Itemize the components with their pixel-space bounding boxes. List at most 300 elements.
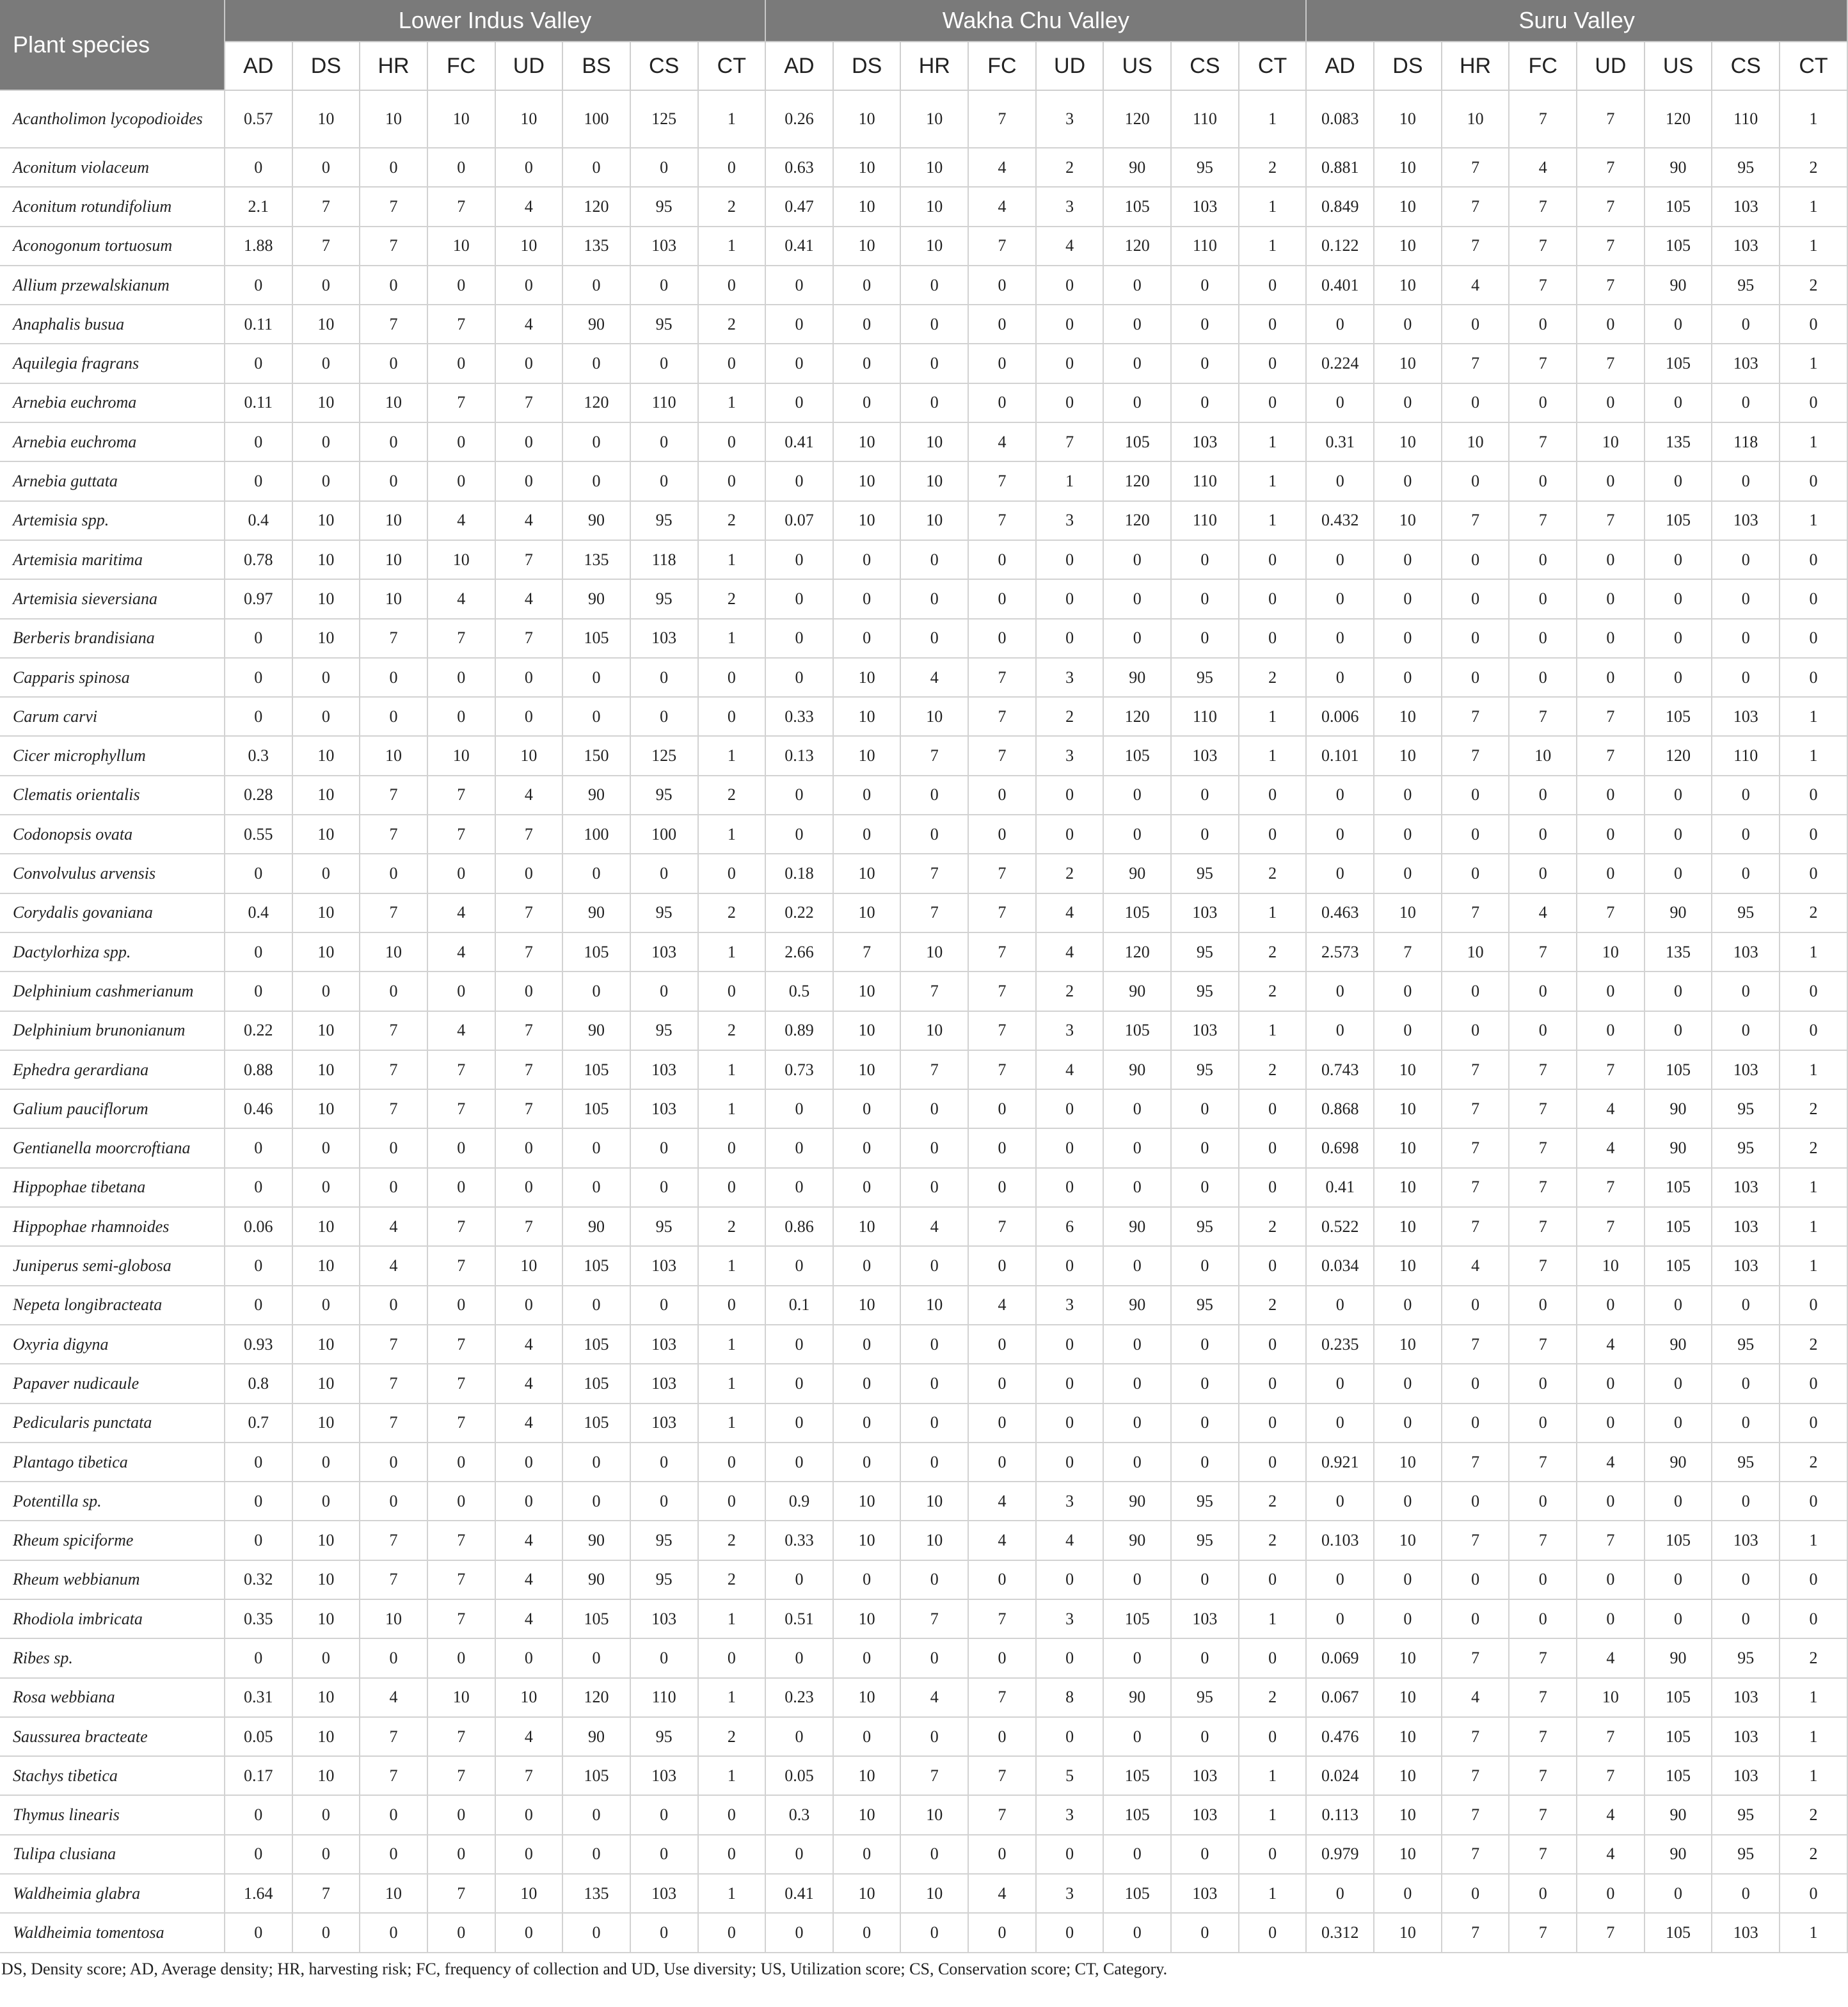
value-cell: 0	[1712, 1403, 1780, 1443]
value-cell: 105	[1645, 1521, 1712, 1560]
value-cell: 0	[427, 1168, 495, 1207]
value-cell: 1	[1780, 1913, 1847, 1952]
value-cell: 10	[292, 893, 360, 932]
value-cell: 0	[1306, 579, 1374, 618]
value-cell: 7	[1442, 697, 1509, 736]
value-cell: 90	[1103, 1482, 1171, 1521]
value-cell: 4	[495, 187, 563, 226]
value-cell: 7	[360, 815, 427, 854]
column-header: AD	[225, 42, 292, 90]
value-cell: 7	[968, 658, 1036, 697]
species-name-cell: Papaver nudicaule	[0, 1364, 225, 1403]
value-cell: 0	[1780, 540, 1847, 579]
group-header-row	[0, 0, 1847, 42]
value-cell: 0	[698, 422, 766, 461]
value-cell: 0	[1442, 1403, 1509, 1443]
value-cell: 0	[765, 1364, 833, 1403]
value-cell: 0	[765, 1560, 833, 1599]
value-cell: 0	[833, 383, 901, 422]
value-cell: 10	[427, 90, 495, 148]
value-cell: 0	[562, 1795, 630, 1834]
value-cell: 7	[1509, 501, 1577, 540]
value-cell: 0	[292, 148, 360, 187]
table-row	[0, 148, 1847, 187]
value-cell: 0.067	[1306, 1678, 1374, 1717]
value-cell: 4	[900, 658, 968, 697]
value-cell: 7	[427, 1717, 495, 1756]
value-cell: 7	[427, 1874, 495, 1913]
value-cell: 0	[1645, 1286, 1712, 1325]
value-cell: 7	[968, 972, 1036, 1011]
value-cell: 0	[1442, 776, 1509, 815]
value-cell: 105	[1645, 1050, 1712, 1089]
value-cell: 0	[1442, 1560, 1509, 1599]
value-cell: 10	[427, 540, 495, 579]
value-cell: 135	[562, 1874, 630, 1913]
value-cell: 0	[1239, 1246, 1307, 1285]
value-cell: 7	[1442, 893, 1509, 932]
value-cell: 0	[630, 1835, 698, 1874]
value-cell: 7	[427, 1756, 495, 1795]
value-cell: 0	[360, 266, 427, 305]
value-cell: 7	[1442, 1168, 1509, 1207]
value-cell: 0.32	[225, 1560, 292, 1599]
species-name-cell: Delphinium cashmerianum	[0, 972, 225, 1011]
value-cell: 0	[1442, 305, 1509, 344]
value-cell: 10	[833, 1207, 901, 1246]
value-cell: 7	[427, 815, 495, 854]
value-cell: 100	[562, 815, 630, 854]
value-cell: 0.8	[225, 1364, 292, 1403]
table-row	[0, 1638, 1847, 1677]
value-cell: 103	[1712, 697, 1780, 736]
value-cell: 0	[1645, 1560, 1712, 1599]
value-cell: 0.18	[765, 854, 833, 893]
value-cell: 0	[1171, 1168, 1239, 1207]
value-cell: 105	[562, 619, 630, 658]
value-cell: 0	[1036, 579, 1104, 618]
value-cell: 0	[630, 1482, 698, 1521]
value-cell: 110	[1712, 90, 1780, 148]
value-cell: 0	[1036, 619, 1104, 658]
value-cell: 0	[900, 579, 968, 618]
value-cell: 0	[698, 972, 766, 1011]
value-cell: 0	[225, 1443, 292, 1482]
value-cell: 4	[495, 776, 563, 815]
value-cell: 1	[1780, 736, 1847, 775]
value-cell: 0	[765, 658, 833, 697]
value-cell: 0	[698, 461, 766, 500]
value-cell: 0	[225, 1246, 292, 1285]
value-cell: 10	[427, 1678, 495, 1717]
table-row	[0, 1913, 1847, 1952]
value-cell: 10	[1577, 932, 1645, 972]
value-cell: 10	[292, 1521, 360, 1560]
value-cell: 0	[1442, 1011, 1509, 1050]
value-cell: 125	[630, 736, 698, 775]
value-cell: 0	[968, 540, 1036, 579]
value-cell: 0	[1036, 305, 1104, 344]
value-cell: 0	[1036, 383, 1104, 422]
value-cell: 0	[1645, 815, 1712, 854]
value-cell: 7	[1509, 697, 1577, 736]
value-cell: 0	[765, 1835, 833, 1874]
value-cell: 7	[968, 1678, 1036, 1717]
value-cell: 4	[1442, 266, 1509, 305]
value-cell: 0	[1171, 815, 1239, 854]
value-cell: 0	[495, 1286, 563, 1325]
value-cell: 7	[1509, 1050, 1577, 1089]
value-cell: 0	[698, 1168, 766, 1207]
value-cell: 7	[1509, 187, 1577, 226]
value-cell: 0	[1442, 540, 1509, 579]
table-row	[0, 697, 1847, 736]
value-cell: 0	[427, 344, 495, 383]
value-cell: 7	[1442, 1128, 1509, 1167]
value-cell: 7	[427, 1207, 495, 1246]
value-cell: 0	[1374, 305, 1442, 344]
species-name-cell: Ribes sp.	[0, 1638, 225, 1677]
value-cell: 7	[495, 815, 563, 854]
value-cell: 0	[698, 1482, 766, 1521]
value-cell: 0	[1374, 776, 1442, 815]
value-cell: 10	[292, 1246, 360, 1285]
value-cell: 90	[562, 776, 630, 815]
value-cell: 0.3	[765, 1795, 833, 1834]
value-cell: 2	[698, 579, 766, 618]
value-cell: 150	[562, 736, 630, 775]
value-cell: 0	[698, 344, 766, 383]
value-cell: 0.35	[225, 1599, 292, 1638]
value-cell: 105	[1103, 422, 1171, 461]
value-cell: 2	[698, 1521, 766, 1560]
value-cell: 0.41	[765, 422, 833, 461]
value-cell: 1	[1780, 1678, 1847, 1717]
value-cell: 0	[1171, 619, 1239, 658]
value-cell: 95	[630, 1207, 698, 1246]
value-cell: 0	[562, 1168, 630, 1207]
value-cell: 7	[1577, 1913, 1645, 1952]
value-cell: 0	[1780, 579, 1847, 618]
value-cell: 0.23	[765, 1678, 833, 1717]
value-cell: 0.86	[765, 1207, 833, 1246]
value-cell: 7	[1509, 1089, 1577, 1128]
value-cell: 0	[1036, 815, 1104, 854]
value-cell: 0	[562, 1286, 630, 1325]
value-cell: 0	[900, 540, 968, 579]
value-cell: 1	[1239, 227, 1307, 266]
value-cell: 0	[968, 1089, 1036, 1128]
species-name-cell: Artemisia spp.	[0, 501, 225, 540]
value-cell: 10	[833, 972, 901, 1011]
value-cell: 0	[900, 383, 968, 422]
value-cell: 0	[1780, 383, 1847, 422]
species-name-cell: Cicer microphyllum	[0, 736, 225, 775]
value-cell: 95	[1171, 932, 1239, 972]
value-cell: 0	[630, 854, 698, 893]
value-cell: 10	[1374, 187, 1442, 226]
value-cell: 4	[360, 1678, 427, 1717]
value-cell: 0	[562, 266, 630, 305]
value-cell: 0	[1645, 1874, 1712, 1913]
value-cell: 103	[1712, 1756, 1780, 1795]
value-cell: 10	[292, 383, 360, 422]
value-cell: 10	[1374, 893, 1442, 932]
value-cell: 7	[360, 1050, 427, 1089]
value-cell: 0	[562, 1638, 630, 1677]
value-cell: 7	[968, 1011, 1036, 1050]
value-cell: 0	[833, 1638, 901, 1677]
value-cell: 2	[1780, 1638, 1847, 1677]
value-cell: 0	[292, 344, 360, 383]
value-cell: 103	[1712, 501, 1780, 540]
value-cell: 4	[968, 1482, 1036, 1521]
value-cell: 7	[360, 893, 427, 932]
value-cell: 3	[1036, 1874, 1104, 1913]
value-cell: 7	[292, 187, 360, 226]
value-cell: 0	[1036, 1325, 1104, 1364]
value-cell: 10	[292, 1678, 360, 1717]
value-cell: 0	[1577, 1560, 1645, 1599]
value-cell: 10	[833, 736, 901, 775]
value-cell: 10	[360, 1874, 427, 1913]
value-cell: 7	[1577, 736, 1645, 775]
table-row	[0, 1521, 1847, 1560]
value-cell: 7	[1509, 227, 1577, 266]
value-cell: 0	[630, 658, 698, 697]
value-cell: 1	[698, 1599, 766, 1638]
value-cell: 10	[833, 187, 901, 226]
value-cell: 0	[360, 1638, 427, 1677]
value-cell: 0	[765, 266, 833, 305]
value-cell: 95	[1712, 1795, 1780, 1834]
value-cell: 103	[1712, 227, 1780, 266]
value-cell: 0.17	[225, 1756, 292, 1795]
value-cell: 105	[1103, 1874, 1171, 1913]
value-cell: 7	[1374, 932, 1442, 972]
value-cell: 103	[1712, 344, 1780, 383]
value-cell: 105	[1645, 1717, 1712, 1756]
value-cell: 0	[1036, 540, 1104, 579]
value-cell: 0	[495, 697, 563, 736]
species-name-cell: Tulipa clusiana	[0, 1835, 225, 1874]
value-cell: 10	[292, 1050, 360, 1089]
value-cell: 0	[225, 1795, 292, 1834]
value-cell: 0	[1577, 383, 1645, 422]
value-cell: 95	[1171, 1207, 1239, 1246]
value-cell: 0	[900, 305, 968, 344]
value-cell: 0	[1306, 776, 1374, 815]
value-cell: 1	[698, 1756, 766, 1795]
value-cell: 1	[698, 932, 766, 972]
value-cell: 95	[1171, 1521, 1239, 1560]
column-header: US	[1645, 42, 1712, 90]
value-cell: 7	[427, 1599, 495, 1638]
value-cell: 0	[1645, 540, 1712, 579]
value-cell: 0	[562, 1443, 630, 1482]
value-cell: 7	[1509, 1795, 1577, 1834]
value-cell: 1	[1780, 1246, 1847, 1285]
value-cell: 0	[427, 697, 495, 736]
species-name-cell: Arnebia euchroma	[0, 422, 225, 461]
value-cell: 0	[562, 1482, 630, 1521]
value-cell: 0	[1780, 461, 1847, 500]
value-cell: 10	[427, 227, 495, 266]
value-cell: 1	[1239, 501, 1307, 540]
value-cell: 7	[427, 305, 495, 344]
value-cell: 110	[1171, 227, 1239, 266]
value-cell: 7	[427, 776, 495, 815]
value-cell: 0	[833, 619, 901, 658]
value-cell: 105	[1103, 1756, 1171, 1795]
value-cell: 10	[292, 90, 360, 148]
value-cell: 0	[1780, 658, 1847, 697]
value-cell: 0	[630, 1286, 698, 1325]
value-cell: 7	[968, 1599, 1036, 1638]
value-cell: 10	[900, 932, 968, 972]
value-cell: 0	[1577, 658, 1645, 697]
value-cell: 0	[630, 422, 698, 461]
value-cell: 0	[1509, 1403, 1577, 1443]
value-cell: 0	[900, 266, 968, 305]
value-cell: 0.05	[765, 1756, 833, 1795]
species-name-cell: Stachys tibetica	[0, 1756, 225, 1795]
value-cell: 0	[1509, 579, 1577, 618]
value-cell: 4	[427, 893, 495, 932]
value-cell: 0	[1509, 776, 1577, 815]
table-row	[0, 893, 1847, 932]
value-cell: 2.573	[1306, 932, 1374, 972]
value-cell: 7	[1577, 187, 1645, 226]
species-name-cell: Aconitum rotundifolium	[0, 187, 225, 226]
column-header: CT	[1780, 42, 1847, 90]
table-row	[0, 736, 1847, 775]
value-cell: 10	[292, 305, 360, 344]
table-row	[0, 461, 1847, 500]
value-cell: 0	[1171, 1364, 1239, 1403]
value-cell: 0	[225, 854, 292, 893]
value-cell: 1	[1780, 1756, 1847, 1795]
value-cell: 0	[1780, 1482, 1847, 1521]
value-cell: 0	[1036, 266, 1104, 305]
value-cell: 10	[833, 1756, 901, 1795]
value-cell: 0	[1712, 1482, 1780, 1521]
value-cell: 4	[1036, 227, 1104, 266]
value-cell: 0.4	[225, 893, 292, 932]
table-footer	[0, 1953, 1847, 1979]
value-cell: 103	[1712, 1717, 1780, 1756]
value-cell: 0	[292, 1638, 360, 1677]
value-cell: 110	[630, 1678, 698, 1717]
value-cell: 2	[1239, 932, 1307, 972]
value-cell: 10	[1374, 266, 1442, 305]
value-cell: 103	[1171, 736, 1239, 775]
value-cell: 0.235	[1306, 1325, 1374, 1364]
value-cell: 0.921	[1306, 1443, 1374, 1482]
value-cell: 7	[360, 776, 427, 815]
value-cell: 0	[427, 1638, 495, 1677]
table-row	[0, 383, 1847, 422]
value-cell: 10	[833, 90, 901, 148]
value-cell: 90	[1103, 658, 1171, 697]
table-header	[0, 0, 1847, 90]
value-cell: 2	[1239, 1482, 1307, 1521]
value-cell: 0	[225, 1128, 292, 1167]
value-cell: 0	[833, 344, 901, 383]
value-cell: 90	[562, 1560, 630, 1599]
value-cell: 110	[1171, 90, 1239, 148]
value-cell: 10	[1374, 1207, 1442, 1246]
value-cell: 0.41	[1306, 1168, 1374, 1207]
value-cell: 0	[1306, 658, 1374, 697]
column-header: FC	[427, 42, 495, 90]
value-cell: 7	[968, 1207, 1036, 1246]
species-name-cell: Codonopsis ovata	[0, 815, 225, 854]
value-cell: 0	[630, 697, 698, 736]
value-cell: 4	[1442, 1678, 1509, 1717]
value-cell: 10	[1374, 1835, 1442, 1874]
value-cell: 7	[360, 1403, 427, 1443]
value-cell: 0.47	[765, 187, 833, 226]
value-cell: 0	[833, 1913, 901, 1952]
value-cell: 0	[292, 461, 360, 500]
value-cell: 0	[427, 1286, 495, 1325]
species-name-cell: Hippophae tibetana	[0, 1168, 225, 1207]
value-cell: 0	[495, 266, 563, 305]
value-cell: 0	[900, 1835, 968, 1874]
value-cell: 1	[1239, 1599, 1307, 1638]
value-cell: 7	[1509, 1128, 1577, 1167]
value-cell: 0.312	[1306, 1913, 1374, 1952]
value-cell: 7	[968, 893, 1036, 932]
value-cell: 2	[698, 1011, 766, 1050]
value-cell: 0	[1780, 1011, 1847, 1050]
value-cell: 0	[833, 579, 901, 618]
value-cell: 0	[562, 148, 630, 187]
value-cell: 10	[900, 1874, 968, 1913]
value-cell: 90	[562, 579, 630, 618]
value-cell: 0	[1780, 1286, 1847, 1325]
value-cell: 4	[900, 1678, 968, 1717]
value-cell: 103	[1712, 932, 1780, 972]
value-cell: 0.22	[225, 1011, 292, 1050]
value-cell: 0	[1103, 1168, 1171, 1207]
value-cell: 10	[1374, 422, 1442, 461]
value-cell: 0.849	[1306, 187, 1374, 226]
value-cell: 0.5	[765, 972, 833, 1011]
value-cell: 0	[1239, 383, 1307, 422]
column-header-row	[0, 42, 1847, 90]
value-cell: 90	[1103, 1678, 1171, 1717]
value-cell: 0	[1103, 1638, 1171, 1677]
value-cell: 0	[1509, 1286, 1577, 1325]
value-cell: 0	[1306, 1403, 1374, 1443]
group-header: Suru Valley	[1306, 0, 1847, 42]
value-cell: 2	[1780, 1443, 1847, 1482]
value-cell: 10	[292, 1717, 360, 1756]
value-cell: 10	[900, 422, 968, 461]
value-cell: 0	[900, 1325, 968, 1364]
value-cell: 1	[698, 1364, 766, 1403]
value-cell: 0	[292, 1835, 360, 1874]
value-cell: 110	[1171, 501, 1239, 540]
table-row	[0, 90, 1847, 148]
value-cell: 4	[1036, 1521, 1104, 1560]
value-cell: 105	[1645, 1246, 1712, 1285]
value-cell: 0	[630, 1443, 698, 1482]
value-cell: 0	[1103, 1089, 1171, 1128]
value-cell: 0	[225, 619, 292, 658]
